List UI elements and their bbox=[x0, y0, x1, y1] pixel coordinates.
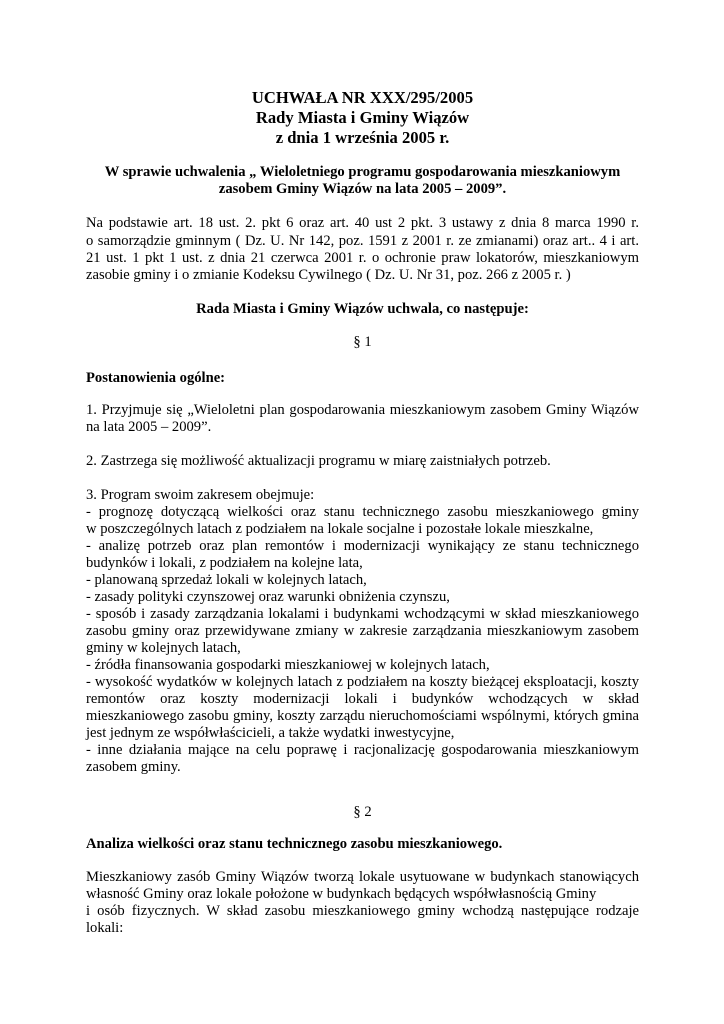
item-line: 2. Zastrzega się możliwość aktualizacji programu w miarę zaistniałych potrzeb. bbox=[86, 453, 551, 469]
section-mark: § 1 bbox=[353, 334, 372, 350]
item-line: jest jednym ze współwłaścicieli, a także wydatki inwestycyjne, bbox=[86, 725, 455, 741]
body-line: własność Gminy oraz lokale położone w budynkach będących współwłasnością Gminy bbox=[86, 886, 597, 902]
body-line: Mieszkaniowy zasób Gminy Wiązów tworzą lokale usytuowane w budynkach stanowiących bbox=[86, 869, 639, 885]
item-line: w poszczególnych latach z podziałem na lokale socjalne i pozostałe lokale mieszkalne, bbox=[86, 521, 594, 537]
item-line: remontów oraz koszty modernizacji lokali i budynków wchodzących w skład bbox=[86, 691, 639, 707]
subject-line: W sprawie uchwalenia „ Wieloletniego programu gospodarowania mieszkaniowym bbox=[104, 164, 621, 180]
item-line: budynków i lokali, z podziałem na kolejne lata, bbox=[86, 555, 363, 571]
subject-line: zasobem Gminy Wiązów na lata 2005 – 2009”. bbox=[218, 181, 507, 197]
item-line: - zasady polityki czynszowej oraz warunki obniżenia czynszu, bbox=[86, 589, 450, 605]
section-heading: Postanowienia ogólne: bbox=[86, 370, 226, 386]
section-heading: Analiza wielkości oraz stanu technicznego zasobu mieszkaniowego. bbox=[86, 836, 503, 852]
item-line: 1. Przyjmuje się „Wieloletni plan gospodarowania mieszkaniowym zasobem Gminy Wiązów bbox=[86, 402, 639, 418]
item-line: - inne działania mające na celu poprawę i racjonalizację gospodarowania mieszkaniowym bbox=[86, 742, 639, 758]
preamble-line: 21 ust. 1 pkt 1 ust. z dnia 21 czerwca 2001 r. o ochronie praw lokatorów, mieszkaniowym bbox=[86, 250, 639, 266]
item-line: na lata 2005 – 2009”. bbox=[86, 419, 212, 435]
council-name: Rady Miasta i Gminy Wiązów bbox=[255, 108, 470, 127]
resolution-number: UCHWAŁA NR XXX/295/2005 bbox=[251, 88, 474, 107]
item-line: 3. Program swoim zakresem obejmuje: bbox=[86, 487, 315, 503]
resolution-date: z dnia 1 września 2005 r. bbox=[275, 128, 450, 147]
body-line: lokali: bbox=[86, 920, 124, 936]
item-line: - sposób i zasady zarządzania lokalami i budynkami wchodzącymi w skład mieszkaniowego bbox=[86, 606, 639, 622]
preamble-line: Na podstawie art. 18 ust. 2. pkt 6 oraz art. 40 ust 2 pkt. 3 ustawy z dnia 8 marca 1990 r. bbox=[86, 215, 639, 231]
item-line: zasobu gminy oraz przewidywane zmiany w zakresie zarządzania mieszkaniowym zasobem bbox=[86, 623, 639, 639]
item-line: - analizę potrzeb oraz plan remontów i modernizacji wynikający ze stanu technicznego bbox=[86, 538, 639, 554]
resolves-heading: Rada Miasta i Gminy Wiązów uchwala, co następuje: bbox=[196, 301, 529, 317]
section-mark: § 2 bbox=[353, 804, 372, 820]
item-line: zasobem gminy. bbox=[86, 759, 181, 775]
body-line: i osób fizycznych. W skład zasobu mieszkaniowego gminy wchodzą następujące rodzaje bbox=[86, 903, 639, 919]
item-line: mieszkaniowego zasobu gminy, koszty zarządu nieruchomościami wspólnymi, których gmina bbox=[86, 708, 639, 724]
item-line: - źródła finansowania gospodarki mieszkaniowej w kolejnych latach, bbox=[86, 657, 490, 673]
preamble-line: zasobie gminy i o zmianie Kodeksu Cywilnego ( Dz. U. Nr 31, poz. 266 z 2005 r. ) bbox=[86, 267, 571, 283]
item-line: gminy w kolejnych latach, bbox=[86, 640, 241, 656]
item-line: - prognozę dotyczącą wielkości oraz stanu technicznego zasobu mieszkaniowego gminy bbox=[86, 504, 639, 520]
preamble-line: o samorządzie gminnym ( Dz. U. Nr 142, poz. 1591 z 2001 r. ze zmianami) oraz art.. 4 i art. bbox=[86, 233, 639, 249]
item-line: - planowaną sprzedaż lokali w kolejnych latach, bbox=[86, 572, 367, 588]
item-line: - wysokość wydatków w kolejnych latach z podziałem na koszty bieżącej eksploatacji, koszty bbox=[86, 674, 639, 690]
